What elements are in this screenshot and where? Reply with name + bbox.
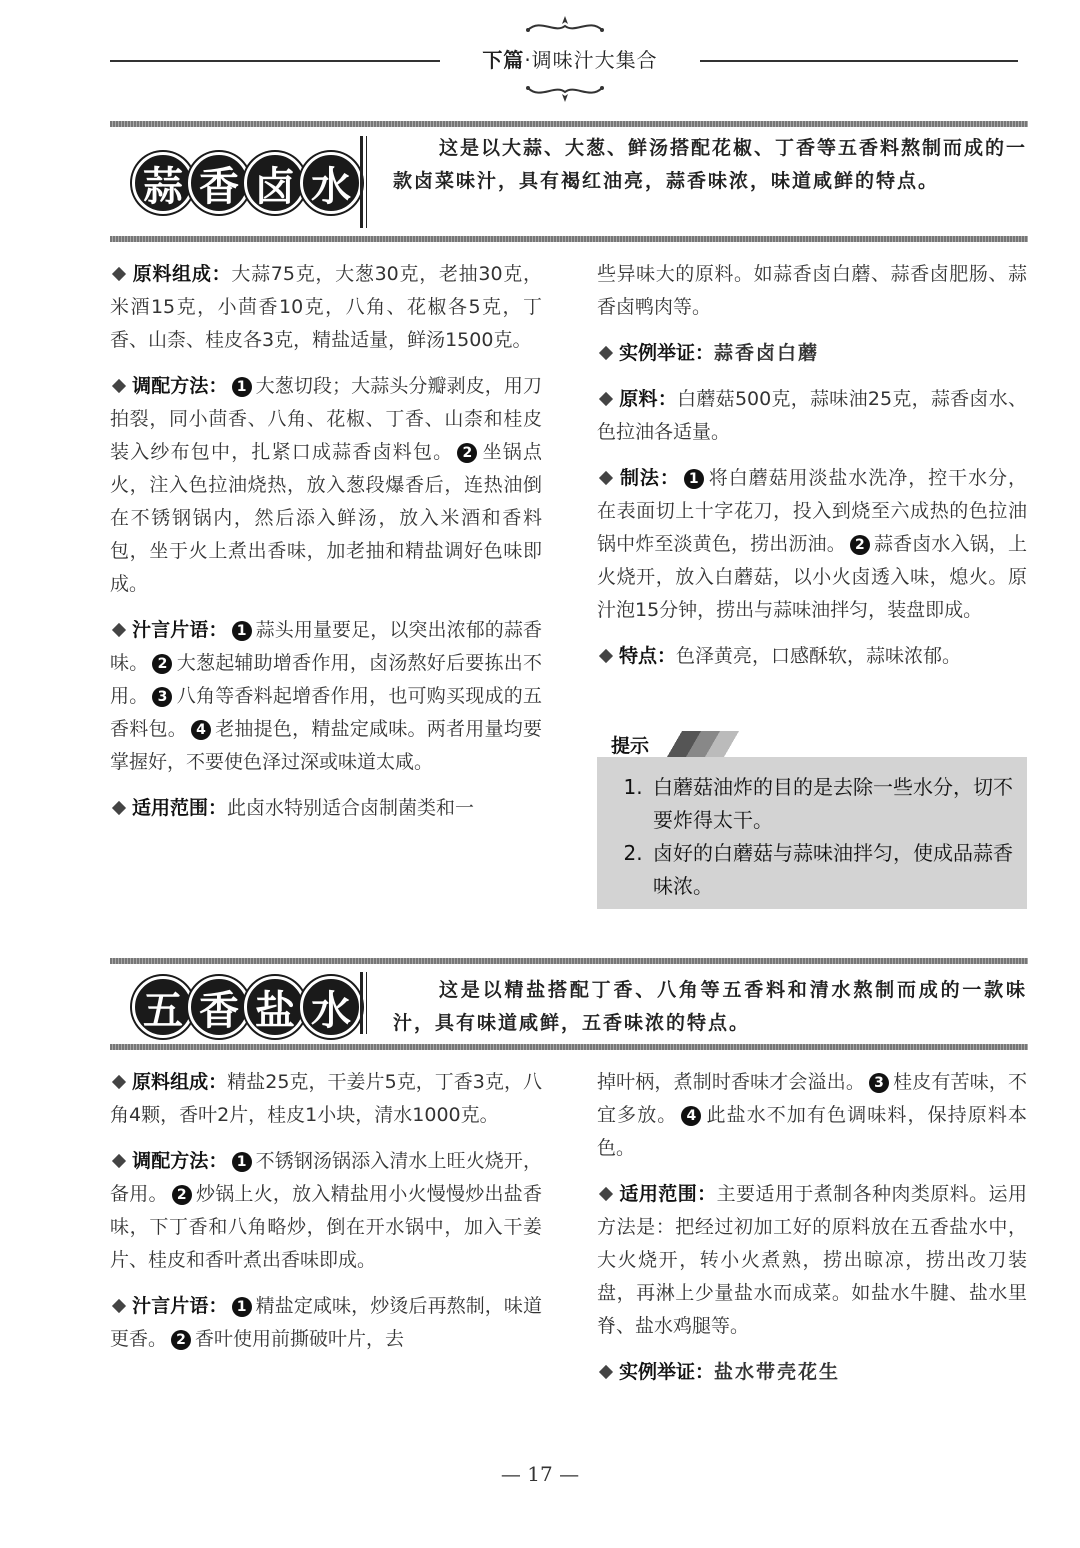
tip-item: 1. 白蘑菇油炸的目的是去除一些水分，切不要炸得太干。 xyxy=(649,771,1017,837)
diamond-bullet-icon xyxy=(112,378,126,392)
tip-2-continued: 掉叶柄，煮制时香味才会溢出。 xyxy=(597,1071,865,1093)
method-step-2: 炒锅上火，放入精盐用小火慢慢炒出盐香味，下丁香和八角略炒，倒在开水锅中，加入干姜片、桂皮和香叶煮出香味即成。 xyxy=(110,1183,542,1271)
tip-2: 香叶使用前撕破叶片，去 xyxy=(195,1328,405,1350)
diamond-bullet-icon xyxy=(599,1186,613,1200)
tip-4: 老抽提色，精盐定咸味。两者用量均要掌握好，不要使色泽过深或味道太咸。 xyxy=(110,718,542,773)
badge-char: 香 xyxy=(188,976,250,1038)
numeral-badge: 3 xyxy=(152,687,172,707)
example-title: 蒜香卤白蘑 xyxy=(714,342,820,364)
section1-left-column xyxy=(110,258,542,838)
section2-right-column xyxy=(597,1066,1027,1402)
make-paragraph xyxy=(597,462,1027,627)
numeral-badge: 1 xyxy=(232,621,252,641)
method-step-1: 不锈钢汤锅添入清水上旺火烧开，备用。 xyxy=(110,1150,542,1205)
tip-2: 大葱起辅助增香作用，卤汤熬好后要拣出不用。 xyxy=(110,652,542,707)
diamond-bullet-icon xyxy=(599,1364,613,1378)
scope-label: 适用范围： xyxy=(619,1183,717,1205)
badge-char: 水 xyxy=(300,152,362,214)
make-label: 制法： xyxy=(619,467,680,489)
ingredients-paragraph xyxy=(110,1066,542,1132)
diamond-bullet-icon xyxy=(112,622,126,636)
section1-top-band xyxy=(110,121,1028,127)
badge-char: 香 xyxy=(188,152,250,214)
raw-text: 白蘑菇500克，蒜味油25克，蒜香卤水、色拉油各适量。 xyxy=(597,388,1027,443)
tips-paragraph xyxy=(110,1290,542,1356)
diamond-bullet-icon xyxy=(599,391,613,405)
scope-paragraph xyxy=(110,792,542,825)
tip-3: 八角等香料起增香作用，也可购买现成的五香料包。 xyxy=(110,685,542,740)
tip-1: 精盐定咸味，炒烫后再熬制，味道更香。 xyxy=(110,1295,542,1350)
ingredients-label: 原料组成： xyxy=(132,263,232,285)
method-paragraph xyxy=(110,1145,542,1277)
method-label: 调配方法： xyxy=(132,375,228,397)
diamond-bullet-icon xyxy=(112,800,126,814)
example-paragraph xyxy=(597,1356,1027,1389)
section1-right-column xyxy=(597,258,1027,686)
example-paragraph xyxy=(597,337,1027,370)
tip-4: 此盐水不加有色调味料，保持原料本色。 xyxy=(597,1104,1027,1159)
header-rule-left xyxy=(110,60,440,62)
numeral-badge: 4 xyxy=(681,1106,701,1126)
example-label: 实例举证： xyxy=(619,1361,715,1383)
header-title: 调味汁大集合 xyxy=(531,48,658,72)
diamond-bullet-icon xyxy=(599,345,613,359)
method-step-1: 大葱切段；大蒜头分瓣剥皮，用刀拍裂，同小茴香、八角、花椒、丁香、山柰和桂皮装入纱布包中，扎紧口成蒜香卤料包。 xyxy=(110,375,542,463)
badge-char: 蒜 xyxy=(132,152,194,214)
method-step-2: 坐锅点火，注入色拉油烧热，放入葱段爆香后，连热油倒在不锈钢锅内，然后添入鲜汤，放入米酒和香料包，坐于火上煮出香味，加老抽和精盐调好色味即成。 xyxy=(110,441,542,595)
scope-continuation: 些异味大的原料。如蒜香卤白蘑、蒜香卤肥肠、蒜香卤鸭肉等。 xyxy=(597,263,1027,318)
section2-bottom-band xyxy=(110,1044,1028,1050)
badge-char: 盐 xyxy=(244,976,306,1038)
section2-left-column xyxy=(110,1066,542,1369)
diamond-bullet-icon xyxy=(112,1153,126,1167)
tips-continuation xyxy=(597,1066,1027,1165)
raw-paragraph xyxy=(597,383,1027,449)
numeral-badge: 2 xyxy=(850,535,870,555)
header-separator: · xyxy=(524,48,532,72)
numeral-badge: 1 xyxy=(232,1152,252,1172)
tip-1: 蒜头用量要足，以突出浓郁的蒜香味。 xyxy=(110,619,542,674)
scope-text: 主要适用于煮制各种肉类原料。运用方法是：把经过初加工好的原料放在五香盐水中，大火烧开，转小火煮熟，捞出晾凉，捞出改刀装盘，再淋上少量盐水而成菜。如盐水牛腱、盐水里脊、盐水鸡腿等。 xyxy=(597,1183,1027,1337)
section1-title-badge xyxy=(132,152,356,214)
section2-divider xyxy=(360,972,363,1034)
top-ornament xyxy=(520,14,610,38)
tip-list xyxy=(597,757,1027,903)
tips-paragraph xyxy=(110,614,542,779)
numeral-badge: 1 xyxy=(232,1297,252,1317)
badge-char: 水 xyxy=(300,976,362,1038)
section1-divider xyxy=(360,136,363,228)
badge-char: 卤 xyxy=(244,152,306,214)
page-number: — 17 — xyxy=(500,1462,580,1486)
diamond-bullet-icon xyxy=(112,1298,126,1312)
diamond-bullet-icon xyxy=(599,470,613,484)
feature-text: 色泽黄亮，口感酥软，蒜味浓郁。 xyxy=(676,645,962,667)
numeral-badge: 2 xyxy=(171,1330,191,1350)
feature-label: 特点： xyxy=(619,645,677,667)
tip-3: 桂皮有苦味，不宜多放。 xyxy=(597,1071,1027,1126)
tips-label: 汁言片语： xyxy=(132,619,228,641)
diamond-bullet-icon xyxy=(112,1074,126,1088)
numeral-badge: 2 xyxy=(457,443,477,463)
diamond-bullet-icon xyxy=(599,648,613,662)
method-label: 调配方法： xyxy=(132,1150,228,1172)
numeral-badge: 1 xyxy=(684,469,704,489)
section2-intro: 这是以精盐搭配丁香、八角等五香料和清水熬制而成的一款味汁，具有味道咸鲜，五香味浓的特点。 xyxy=(393,979,1027,1034)
tip-item: 2. 卤好的白蘑菇与蒜味油拌匀，使成品蒜香味浓。 xyxy=(649,837,1017,903)
example-label: 实例举证： xyxy=(619,342,715,364)
section1-divider-thin xyxy=(366,136,367,228)
badge-char: 五 xyxy=(132,976,194,1038)
diamond-bullet-icon xyxy=(112,266,126,280)
scope-text: 此卤水特别适合卤制菌类和一 xyxy=(227,797,475,819)
running-header xyxy=(440,44,700,73)
make-step-1: 将白蘑菇用淡盐水洗净，控干水分，在表面切上十字花刀，投入到烧至六成热的色拉油锅中炸至淡黄色，捞出沥油。 xyxy=(597,467,1027,555)
numeral-badge: 2 xyxy=(172,1185,192,1205)
tips-label: 汁言片语： xyxy=(132,1295,228,1317)
header-rule-right xyxy=(700,60,1018,62)
bottom-ornament xyxy=(520,80,610,104)
section2-divider-thin xyxy=(366,972,367,1034)
feature-paragraph xyxy=(597,640,1027,673)
raw-label: 原料： xyxy=(619,388,678,410)
numeral-badge: 1 xyxy=(232,377,252,397)
ingredients-text: 大蒜75克，大葱30克，老抽30克，米酒15克，小茴香10克，八角、花椒各5克，丁香、山柰、桂皮各3克，精盐适量，鲜汤1500克。 xyxy=(110,263,542,351)
numeral-badge: 2 xyxy=(152,654,172,674)
ingredients-label: 原料组成： xyxy=(132,1071,228,1093)
section2-title-badge xyxy=(132,976,356,1038)
tip-heading: 提示 xyxy=(611,735,650,757)
example-title: 盐水带壳花生 xyxy=(714,1361,841,1383)
method-paragraph xyxy=(110,370,542,601)
section1-bottom-band xyxy=(110,236,1028,242)
header-part: 下篇 xyxy=(482,48,525,72)
numeral-badge: 3 xyxy=(869,1073,889,1093)
make-step-2: 蒜香卤水入锅，上火烧开，放入白蘑菇，以小火卤透入味，熄火。原汁泡15分钟，捞出与蒜味油拌匀，装盘即成。 xyxy=(597,533,1027,621)
section2-top-band xyxy=(110,958,1028,964)
ingredients-paragraph xyxy=(110,258,542,357)
numeral-badge: 4 xyxy=(191,720,211,740)
section1-intro: 这是以大蒜、大葱、鲜汤搭配花椒、丁香等五香料熬制而成的一款卤菜味汁，具有褐红油亮，蒜香味浓，味道咸鲜的特点。 xyxy=(393,137,1028,192)
scope-label: 适用范围： xyxy=(132,797,228,819)
scope-paragraph xyxy=(597,1178,1027,1343)
ingredients-text: 精盐25克，干姜片5克，丁香3克，八角4颗，香叶2片，桂皮1小块，清水1000克。 xyxy=(110,1071,542,1126)
tip-box xyxy=(597,735,1027,909)
